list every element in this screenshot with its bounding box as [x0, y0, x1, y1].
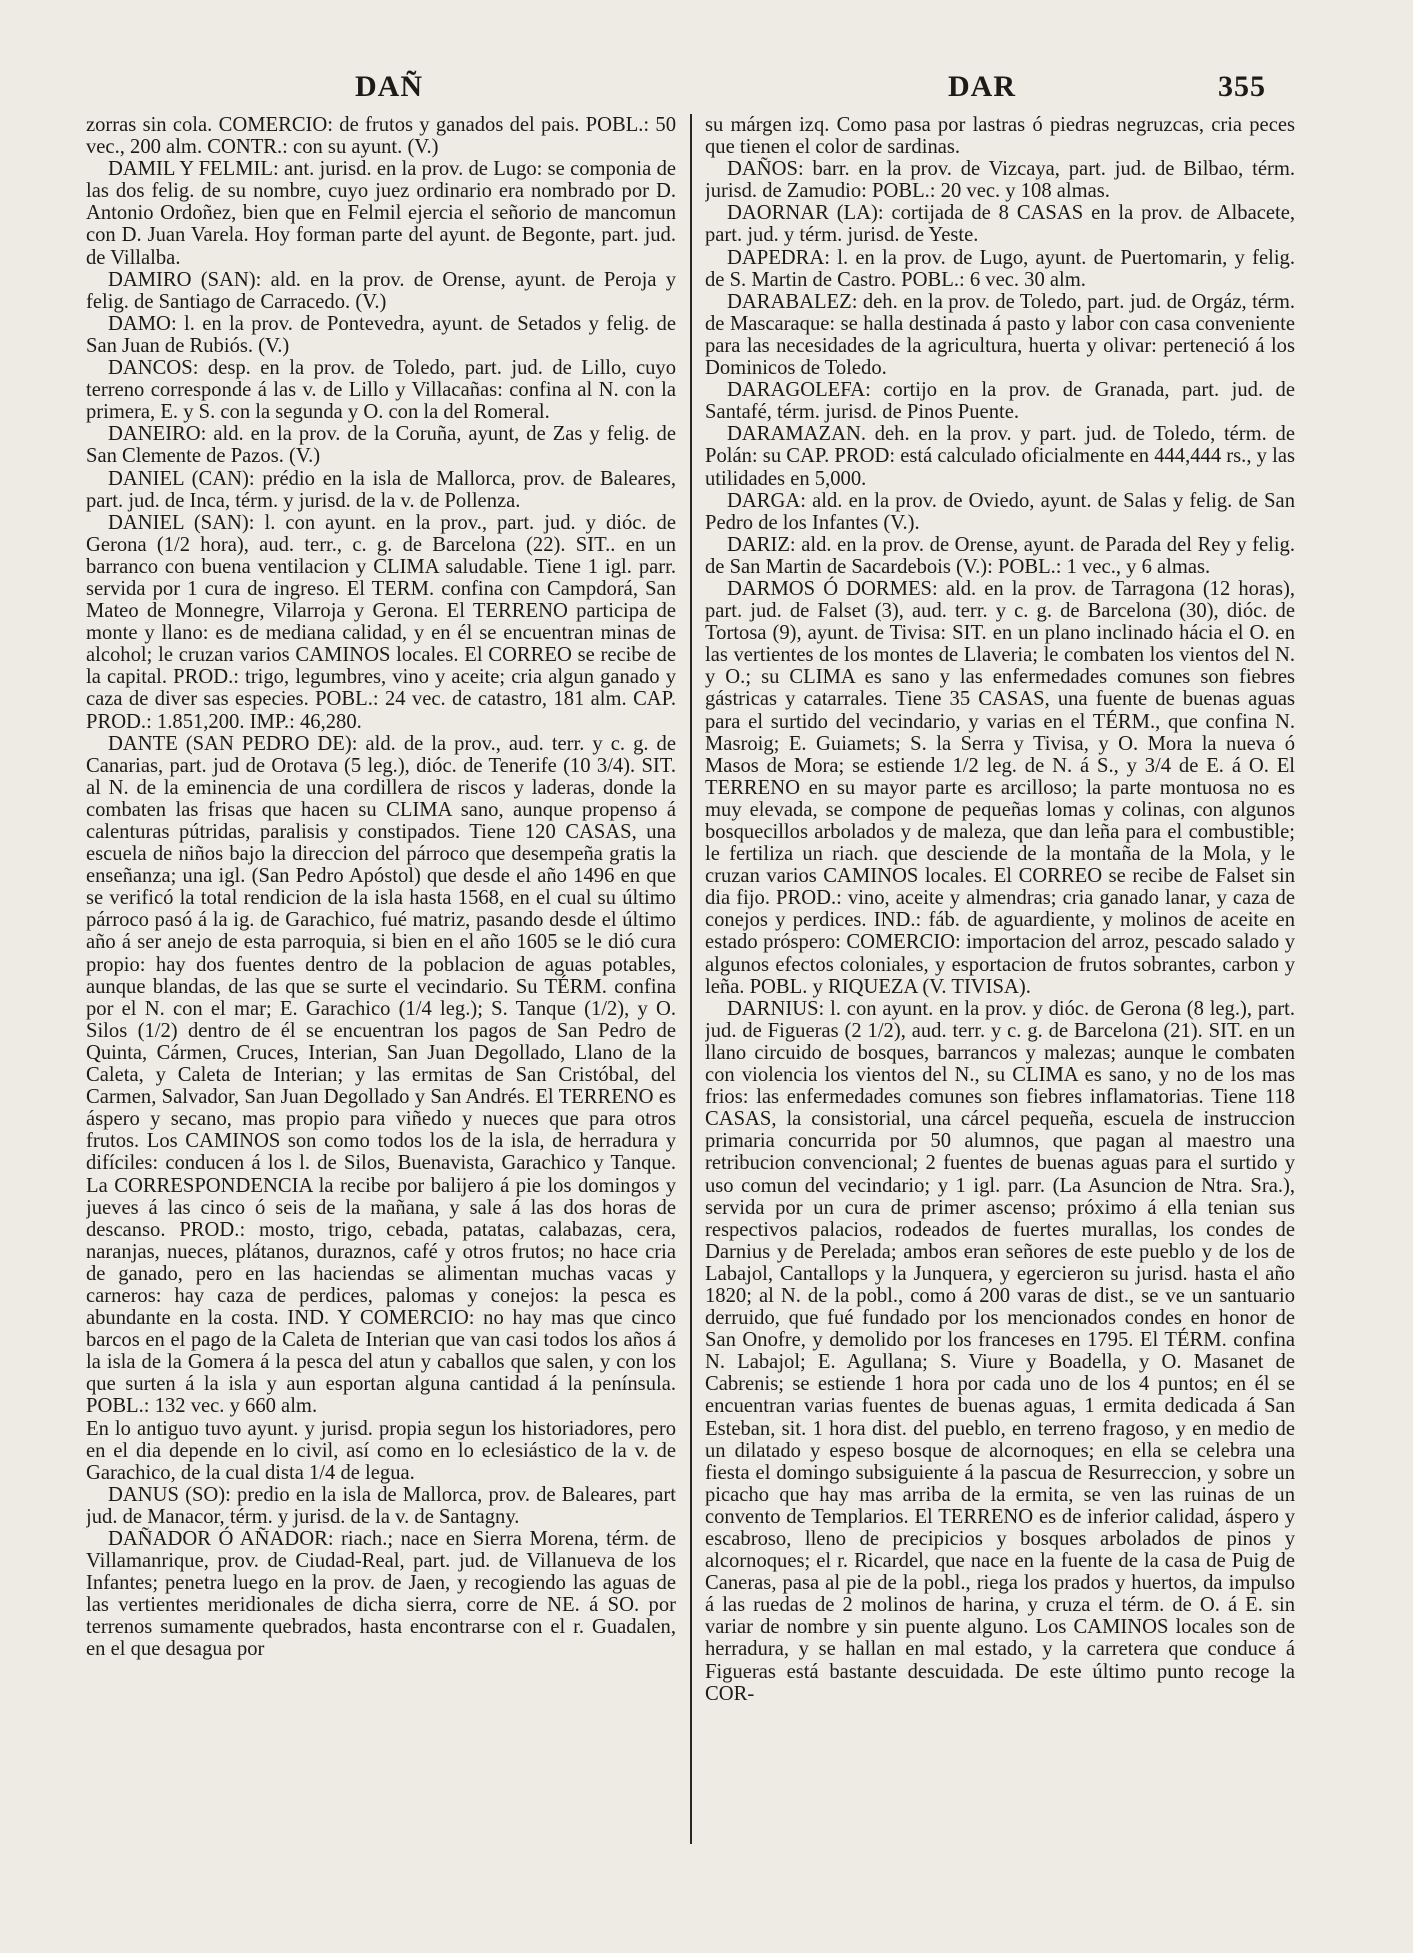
- entry-text: : ald. de la prov., aud. terr. y c. g. de Canarias, part. jud de Orotava (5 leg.), dióc. de Tenerife (10 3/4). SIT. al N. de la eminencia de una cordillera de riscos y laderas, donde la combaten las frisas que hacen su CLIMA sano, aunque propenso á calenturas pútridas, paralisis y constipados. Tiene 120 CASAS, una escuela de niños bajo la direccion del párroco que desempeña gratis la enseñanza; una igl. (San Pedro Apóstol) que desde el año 1496 en que se verificó la total rendicion de la isla hasta 1568, en el cual su último párroco pasó á la ig. de Garachico, fué matriz, pasando desde el último año á ser anejo de esta parroquia, si bien en el año 1605 se le dió cura propio: hay dos fuentes dentro de la poblacion de aguas potables, aunque blandas, de las que se surte el vecindario. Su TÉRM. confina por el N. con el mar; E. Garachico (1/4 leg.); S. Tanque (1/2), y O. Silos (1/2) dentro de él se encuentran los pagos de San Pedro de Quinta, Cármen, Cruces, Interian, San Juan Degollado, Llano de la Caleta, y Caleta de Interian; y las ermitas de San Cristóbal, del Carmen, Salvador, San Juan Degollado y San Andrés. El TERRENO es áspero y secano, mas propio para viñedo y nueces que para otros frutos. Los CAMINOS son como todos los de la isla, de herradura y difíciles: conducen á los l. de Silos, Buenavista, Garachico y Tanque. La CORRESPONDENCIA la recibe por balijero á pie los domingos y jueves á las cinco ó seis de la mañana, y sale á las dos horas de descanso. PROD.: mosto, trigo, cebada, patatas, calabazas, cera, naranjas, nueces, plátanos, duraznos, café y otros frutos; no hace cria de ganado, pero en las haciendas se alimentan muchas vacas y carneros: hay caza de perdices, palomas y conejos: la pesca es abundante en la costa. IND. Y COMERCIO: no hay mas que cinco barcos en el pago de la Caleta de Interian que van casi todos los años á la isla de la Gomera á la pesca del atun y caballos que salen, y con los que surten á la isla y aun esportan alguna cantidad á la península. POBL.: 132 vec. y 660 alm.: [86, 732, 676, 1418]
- dictionary-entry: [705, 423, 1295, 489]
- entry-headword: DANTE (SAN PEDRO DE): [108, 732, 352, 755]
- dictionary-entry: [705, 998, 1295, 1705]
- entry-text: : ald. en la prov. de Orense, ayunt. de Peroja y felig. de Santiago de Carracedo. (V.): [86, 268, 676, 313]
- entry-headword: DAMIL Y FELMIL: [108, 158, 273, 181]
- dictionary-entry: [705, 158, 1295, 202]
- entry-headword: DAÑOS: [727, 158, 798, 181]
- entry-text: : cortijo en la prov. de Granada, part. jud. de Santafé, térm. jurisd. de Pinos Puente.: [705, 379, 1295, 424]
- entry-headword: DAÑADOR Ó AÑADOR: [108, 1528, 328, 1550]
- entry-headword: DARABALEZ: [727, 290, 852, 313]
- entry-headword: DARAGOLEFA: [727, 379, 866, 402]
- entry-text: En lo antiguo tuvo ayunt. y jurisd. propia segun los historiadores, pero en el dia depende en lo civil, así como en lo eclesiástico de la v. de Garachico, de la cual dista 1/4 de legua.: [86, 1417, 676, 1484]
- entry-headword: DANEIRO: [108, 423, 201, 446]
- entry-text: : desp. en la prov. de Toledo, part. jud. de Lillo, cuyo terreno corresponde á las v. de Lillo y Villacañas: confina al N. con la primera, E. y S. con la segunda y O. con la del Romeral.: [86, 357, 676, 424]
- entry-text: : deh. en la prov. de Toledo, part. jud. de Orgáz, térm. de Mascaraque: se halla destinada á pasto y labor con casa conveniente para las necesidades de la agricultura, huerta y olivar: perteneció á los Dominicos de Toledo.: [705, 290, 1295, 380]
- entry-text: : l. en la prov. de Pontevedra, ayunt. de Setados y felig. de San Juan de Rubiós. (V.): [86, 312, 676, 357]
- dictionary-entry: [705, 379, 1295, 423]
- right-column: [705, 114, 1295, 1934]
- entry-text: : ald. en la prov. de Orense, ayunt. de Parada del Rey y felig. de San Martin de Sacardebois (V.): POBL.: 1 vec., y 6 almas.: [705, 533, 1295, 578]
- dictionary-entry: [705, 534, 1295, 578]
- dictionary-entry: [86, 423, 676, 467]
- dictionary-entry: [86, 1528, 676, 1661]
- dictionary-entry: [705, 114, 1295, 158]
- entry-text: : l. con ayunt. en la prov. y dióc. de Gerona (8 leg.), part. jud. de Figueras (2 1/2), aud. terr. y c. g. de Barcelona (21). SIT. en un llano circuido de bosques, barrancos y malezas; aunque le combaten con violencia los vientos del N., su CLIMA es sano, y no de los mas frios: las enfermedades comunes son fiebres inflamatorias. Tiene 118 CASAS, la consistorial, una cárcel pequeña, escuela de instruccion primaria concurrida por 50 alumnos, que pagan al maestro una retribucion convencional; 2 fuentes de buenas aguas para el surtido y uso comun del vecindario; y 1 igl. parr. (La Asuncion de Ntra. Sra.), servida por un cura de primer ascenso; próximo á ella tenian sus respectivos palacios, rodeados de fuertes murallas, los condes de Darnius y de Perelada; ambos eran señores de este pueblo y de los de Labajol, Cantallops y la Junquera, y egercieron su jurisd. hasta el año 1820; al N. de la pobl., como á 200 varas de dist., se ve un santuario derruido, que fué fundado por los mencionados condes en honor de San Onofre, y demolido por los franceses en 1795. El TÉRM. confina N. Labajol; E. Agullana; S. Viure y Boadella, y O. Masanet de Cabrenis; se estiende 1 hora por cada uno de los 4 puntos; en él se encuentran varias fuentes de buenas aguas, 1 ermita dedicada á San Esteban, sit. 1 hora dist. del pueblo, en terreno fragoso, y en medio de un dilatado y espeso bosque de alcornoques; en ella se celebra una fiesta el domingo subsiguiente á la pascua de Resurreccion, y sobre un picacho que hay mas arriba de la ermita, se ven las ruinas de un convento de Templarios. El TERRENO es de inferior calidad, áspero y escabroso, lleno de precipicios y bosques arbolados de pinos y alcornoques; el r. Ricardel, que nace en la fuente de la casa de Puig de Caneras, pasa al pie de la pobl., riega los prados y huertos, da impulso á las ruedas de 2 molinos de harina, y cruza el térm. de O. á E. sin variar de nombre y sin puente alguno. Los CAMINOS locales son de herradura, y se hallan en mal estado, y la carretera que conduce á Figueras está bastante descuidada. De este último punto recoge la COR-: [705, 997, 1295, 1705]
- dictionary-entry: [86, 313, 676, 357]
- dictionary-entry: [86, 1418, 676, 1484]
- entry-headword: DARAMAZAN: [727, 423, 861, 446]
- entry-text: : l. en la prov. de Lugo, ayunt. de Puertomarin, y felig. de S. Martin de Castro. POBL.: 6 vec. 30 alm.: [705, 246, 1295, 291]
- entry-text: su márgen izq. Como pasa por lastras ó piedras negruzcas, cria peces que tienen el color de sardinas.: [705, 114, 1295, 159]
- entry-text: . deh. en la prov. y part. jud. de Toledo, térm. de Polán: su CAP. PROD: está calculado oficialmente en 444,444 rs., y las utilidades en 5,000.: [705, 423, 1295, 490]
- entry-text: : ald. en la prov. de Oviedo, ayunt. de Salas y felig. de San Pedro de los Infantes (V.).: [705, 489, 1295, 534]
- entry-headword: DANIEL (CAN): [108, 467, 249, 490]
- dictionary-entry: [705, 202, 1295, 246]
- entry-headword: DARMOS Ó DORMES: [727, 577, 933, 600]
- entry-headword: DANUS (SO): [108, 1483, 226, 1506]
- dictionary-entry: [705, 578, 1295, 998]
- entry-headword: DANCOS: [108, 357, 193, 380]
- dictionary-entry: [705, 291, 1295, 379]
- dictionary-entry: [705, 247, 1295, 291]
- entry-text: : prédio en la isla de Mallorca, prov. de Baleares, part. jud. de Inca, térm. y jurisd. de la v. de Pollenza.: [86, 467, 676, 512]
- running-head-right: DAR: [948, 70, 1016, 103]
- entry-text: : barr. en la prov. de Vizcaya, part. jud. de Bilbao, térm. jurisd. de Zamudio: POBL.: 20 vec. y 108 almas.: [705, 158, 1295, 203]
- entry-text: : predio en la isla de Mallorca, prov. de Baleares, part jud. de Manacor, térm. y jurisd. de la v. de Santagny.: [86, 1483, 676, 1528]
- dictionary-entry: [86, 158, 676, 268]
- dictionary-entry: [86, 1484, 676, 1528]
- dictionary-entry: [705, 490, 1295, 534]
- entry-text: zorras sin cola. COMERCIO: de frutos y ganados del pais. POBL.: 50 vec., 200 alm. CONTR.: con su ayunt. (V.): [86, 114, 676, 159]
- entry-headword: DAPEDRA: [727, 246, 825, 269]
- entry-headword: DAORNAR (LA): [727, 202, 878, 225]
- page-number: 355: [1218, 70, 1266, 103]
- entry-text: : cortijada de 8 CASAS en la prov. de Albacete, part. jud. y térm. jurisd. de Yeste.: [705, 202, 1295, 247]
- entry-text: : ant. jurisd. en la prov. de Lugo: se componia de las dos felig. de su nombre, cuyo juez ordinario era nombrado por D. Antonio Ordoñez, bien que en Felmil ejercia el señorio de mancomun con D. Juan Varela. Hoy forman parte del ayunt. de Begonte, part. jud. de Villalba.: [86, 158, 676, 269]
- dictionary-entry: [86, 733, 676, 1418]
- entry-headword: DAMO: [108, 312, 171, 335]
- running-head-left: DAÑ: [355, 70, 423, 103]
- entry-headword: DARGA: [727, 489, 801, 512]
- entry-headword: DAMIRO (SAN): [108, 268, 256, 291]
- entry-headword: DARIZ: [727, 533, 790, 556]
- column-divider: [690, 114, 692, 1844]
- dictionary-entry: [86, 114, 676, 158]
- entry-text: : ald. en la prov. de la Coruña, ayunt, de Zas y felig. de San Clemente de Pazos. (V.): [86, 423, 676, 468]
- dictionary-entry: [86, 468, 676, 512]
- dictionary-entry: [86, 269, 676, 313]
- entry-text: : ald. en la prov. de Tarragona (12 horas), part. jud. de Falset (3), aud. terr. y c. g. de Barcelona (30), dióc. de Tortosa (9), ayunt. de Tivisa: SIT. en un plano inclinado hácia el O. en las vertientes de los montes de Llaveria; le combaten los vientos del N. y O.; su CLIMA es sano y las enfermedades comunes son fiebres gástricas y catarrales. Tiene 35 CASAS, una fuente de buenas aguas para el surtido del vecindario, y varias en el TÉRM., que confina N. Masroig; E. Guiamets; S. la Serra y Tivisa, y O. Mora la nueva ó Masos de Mora; se estiende 1/2 leg. de N. á S., y 3/4 de E. á O. El TERRENO en su mayor parte es arcilloso; la parte montuosa no es muy elevada, se compone de pequeñas lomas y colinas, con algunos bosquecillos arbolados y de maleza, que dan leña para el combustible; le fertiliza un riach. que desciende de la montaña de la Mola, y le cruzan varios CAMINOS locales. El CORREO se recibe de Falset sin dia fijo. PROD.: vino, aceite y almendras; cria ganado lanar, y caza de conejos y perdices. IND.: fáb. de aguardiente, y molinos de aceite en estado próspero: COMERCIO: importacion del arroz, pescado salado y algunos efectos coloniales, y esportacion de frutos sobrantes, carbon y leña. POBL. y RIQUEZA (V. TIVISA).: [705, 577, 1295, 998]
- left-column: [86, 114, 676, 1934]
- dictionary-entry: [86, 357, 676, 423]
- entry-headword: DANIEL (SAN): [108, 511, 249, 534]
- dictionary-entry: [86, 512, 676, 733]
- entry-text: : riach.; nace en Sierra Morena, térm. de Villamanrique, prov. de Ciudad-Real, part. jud. de Villanueva de los Infantes; penetra luego en la prov. de Jaen, y recogiendo las aguas de las vertientes meridionales de dicha sierra, corre de NE. á SO. por terrenos sumamente quebrados, hasta encontrarse con el r. Guadalen, en el que desagua por: [86, 1528, 676, 1661]
- entry-text: : l. con ayunt. en la prov., part. jud. y dióc. de Gerona (1/2 hora), aud. terr., c. g. de Barcelona (22). SIT.. en un barranco con buena ventilacion y CLIMA saludable. Tiene 1 igl. parr. servida por 1 cura de ingreso. El TERM. confina con Campdorá, San Mateo de Monnegre, Vilarroja y Gerona. El TERRENO participa de monte y llano: es de mediana calidad, y en él se encuentran minas de alcohol; le cruzan varios CAMINOS locales. El CORREO se recibe de la capital. PROD.: trigo, legumbres, vino y aceite; cria algun ganado y caza de diver sas especies. POBL.: 24 vec. de catastro, 181 alm. CAP. PROD.: 1.851,200. IMP.: 46,280.: [86, 511, 676, 733]
- entry-headword: DARNIUS: [727, 997, 819, 1020]
